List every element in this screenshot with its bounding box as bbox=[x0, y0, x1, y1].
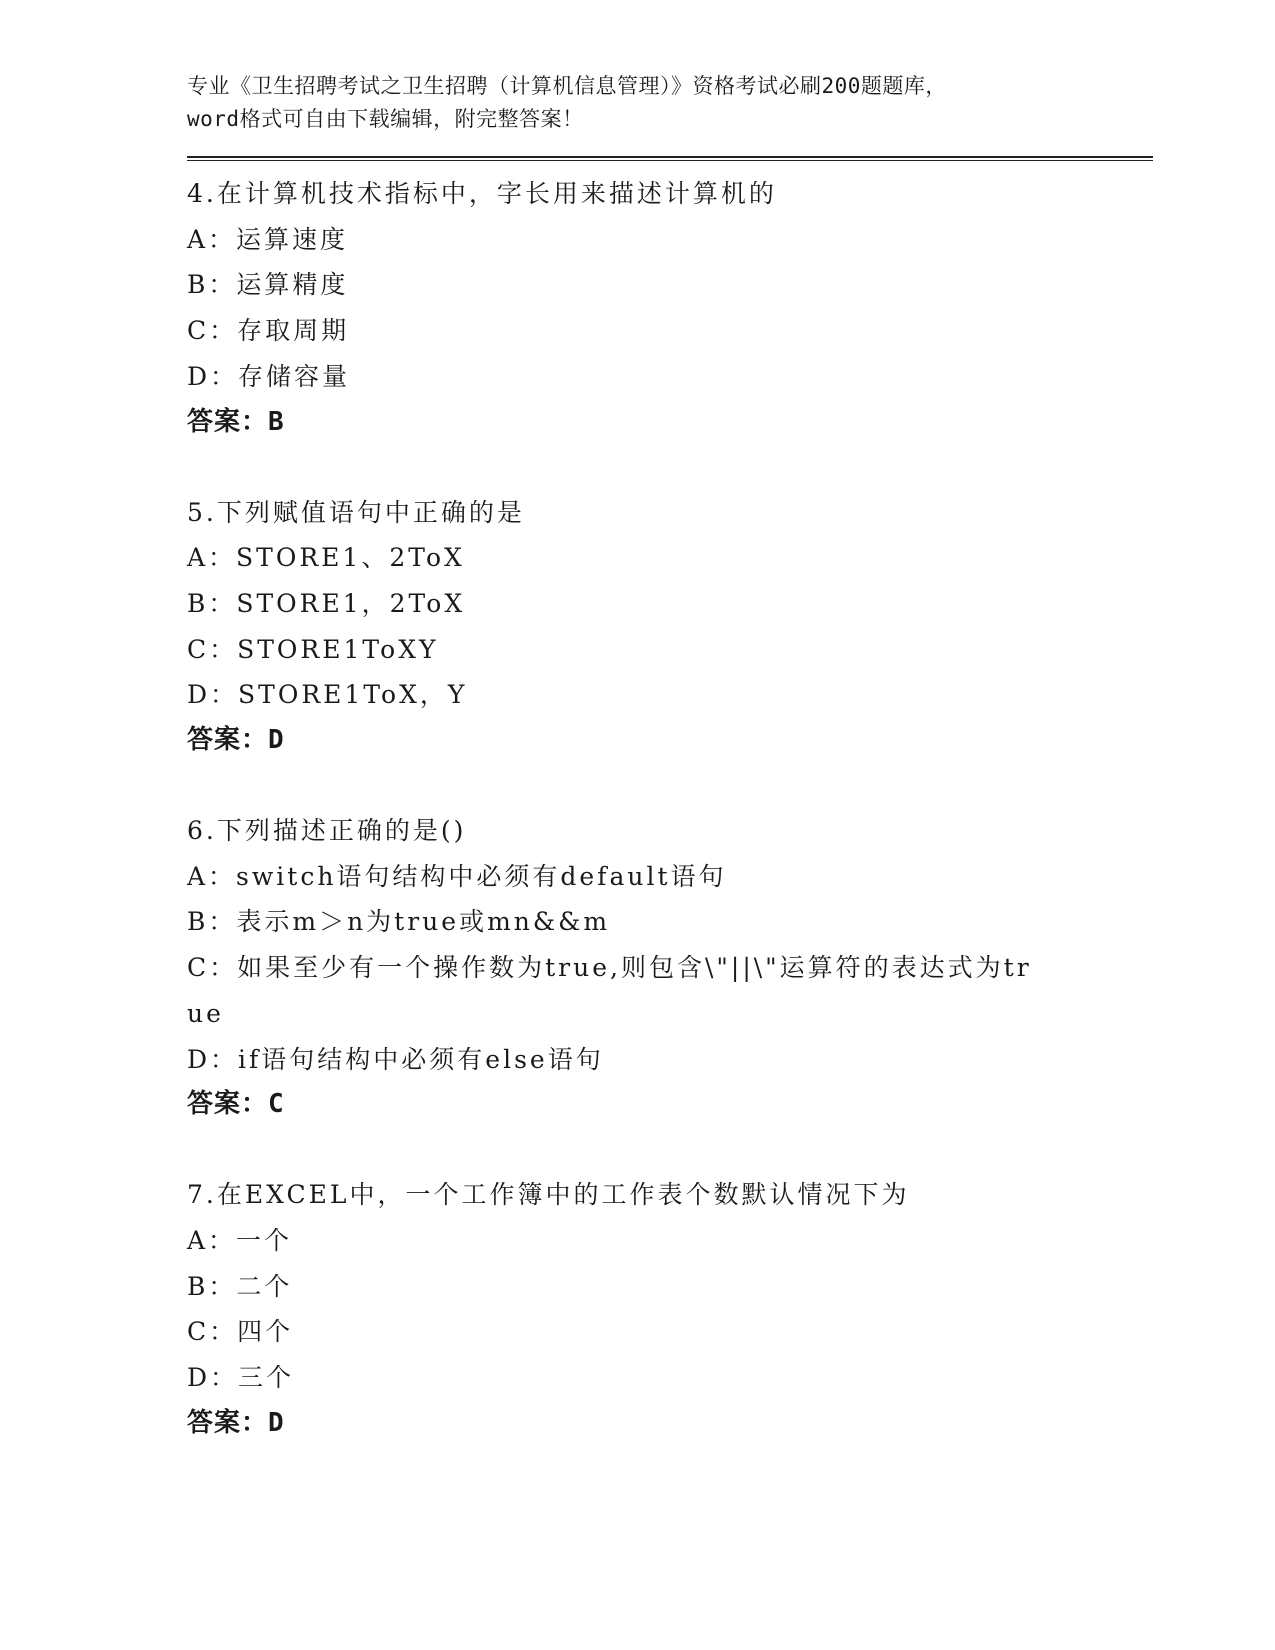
option-d: D：STORE1ToX，Y bbox=[187, 680, 468, 710]
answer-label: 答案：D bbox=[187, 1407, 285, 1438]
document-page bbox=[187, 70, 1157, 1491]
option-d: D：if语句结构中必须有else语句 bbox=[187, 1044, 604, 1074]
answer-label: 答案：D bbox=[187, 725, 285, 756]
option-a: A：switch语句结构中必须有default语句 bbox=[187, 861, 727, 891]
question-list bbox=[187, 171, 1157, 1446]
option-b: B：STORE1，2ToX bbox=[187, 588, 466, 618]
option-d: D：三个 bbox=[187, 1363, 295, 1393]
document-header bbox=[187, 70, 1157, 136]
question-6 bbox=[187, 808, 1157, 1127]
header-line-2: word格式可自由下载编辑，附完整答案！ bbox=[187, 107, 584, 131]
option-c: C：STORE1ToXY bbox=[187, 634, 439, 664]
option-b: B：运算精度 bbox=[187, 270, 349, 300]
option-a: A：一个 bbox=[187, 1225, 293, 1255]
question-stem: 5.下列赋值语句中正确的是 bbox=[187, 497, 525, 527]
header-divider bbox=[187, 156, 1153, 161]
option-a: A：STORE1、2ToX bbox=[187, 543, 465, 573]
option-c: C：四个 bbox=[187, 1317, 294, 1347]
question-stem: 7.在EXCEL中，一个工作簿中的工作表个数默认情况下为 bbox=[187, 1180, 910, 1210]
answer-label: 答案：C bbox=[187, 1089, 285, 1120]
option-b: B：二个 bbox=[187, 1271, 293, 1301]
question-7 bbox=[187, 1172, 1157, 1446]
question-4 bbox=[187, 171, 1157, 445]
question-5 bbox=[187, 490, 1157, 764]
option-c: C：如果至少有一个操作数为true,则包含\"||\"运算符的表达式为true bbox=[187, 953, 1032, 1028]
header-line-1: 专业《卫生招聘考试之卫生招聘（计算机信息管理）》资格考试必刷200题题库， bbox=[187, 74, 947, 98]
option-d: D：存储容量 bbox=[187, 361, 351, 391]
option-a: A：运算速度 bbox=[187, 224, 349, 254]
answer-label: 答案：B bbox=[187, 406, 285, 437]
question-stem: 4.在计算机技术指标中，字长用来描述计算机的 bbox=[187, 179, 777, 208]
option-b: B：表示m＞n为true或mn&&m bbox=[187, 907, 611, 937]
option-c: C：存取周期 bbox=[187, 316, 350, 346]
question-stem: 6.下列描述正确的是() bbox=[187, 816, 467, 846]
